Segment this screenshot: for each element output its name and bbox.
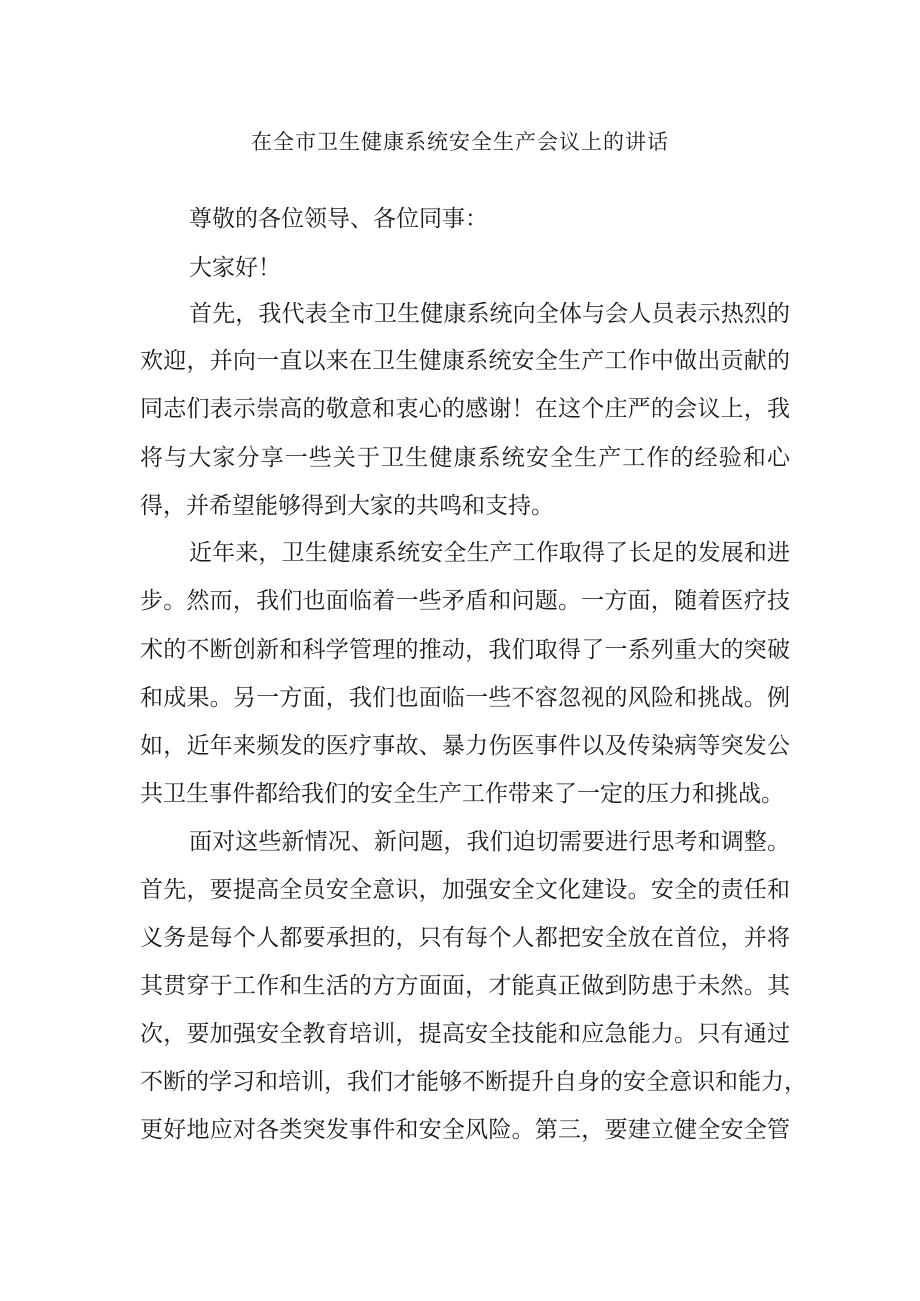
text-line: 义务是每个人都要承担的，只有每个人都把安全放在首位，并将 bbox=[140, 925, 790, 951]
text-line: 将与大家分享一些关于卫生健康系统安全生产工作的经验和心 bbox=[140, 445, 790, 471]
text-line: 共卫生事件都给我们的安全生产工作带来了一定的压力和挑战。 bbox=[140, 781, 784, 807]
document-title: 在全市卫生健康系统安全生产会议上的讲话 bbox=[251, 130, 669, 154]
text-line: 如，近年来频发的医疗事故、暴力伤医事件以及传染病等突发公 bbox=[140, 733, 790, 759]
text-line: 近年来，卫生健康系统安全生产工作取得了长足的发展和进 bbox=[189, 540, 790, 566]
text-line: 术的不断创新和科学管理的推动，我们取得了一系列重大的突破 bbox=[140, 637, 790, 663]
text-line: 次，要加强安全教育培训，提高安全技能和应急能力。只有通过 bbox=[140, 1021, 790, 1047]
text-line: 步。然而，我们也面临着一些矛盾和问题。一方面，随着医疗技 bbox=[140, 588, 790, 614]
text-line: 得，并希望能够得到大家的共鸣和支持。 bbox=[140, 493, 554, 519]
text-line: 欢迎，并向一直以来在卫生健康系统安全生产工作中做出贡献的 bbox=[140, 348, 790, 374]
text-line: 首先，我代表全市卫生健康系统向全体与会人员表示热烈的 bbox=[189, 301, 790, 327]
text-line: 面对这些新情况、新问题，我们迫切需要进行思考和调整。 bbox=[189, 829, 790, 855]
text-line: 更好地应对各类突发事件和安全风险。第三，要建立健全安全管 bbox=[140, 1117, 790, 1143]
text-line: 同志们表示崇高的敬意和衷心的感谢！在这个庄严的会议上，我 bbox=[140, 396, 790, 422]
text-line: 不断的学习和培训，我们才能够不断提升自身的安全意识和能力， bbox=[140, 1069, 807, 1095]
text-line: 大家好！ bbox=[189, 255, 281, 281]
text-line: 和成果。另一方面，我们也面临一些不容忽视的风险和挑战。例 bbox=[140, 685, 790, 711]
text-line: 尊敬的各位领导、各位同事： bbox=[189, 206, 488, 232]
text-line: 首先，要提高全员安全意识，加强安全文化建设。安全的责任和 bbox=[140, 877, 790, 903]
text-line: 其贯穿于工作和生活的方方面面，才能真正做到防患于未然。其 bbox=[140, 973, 790, 999]
